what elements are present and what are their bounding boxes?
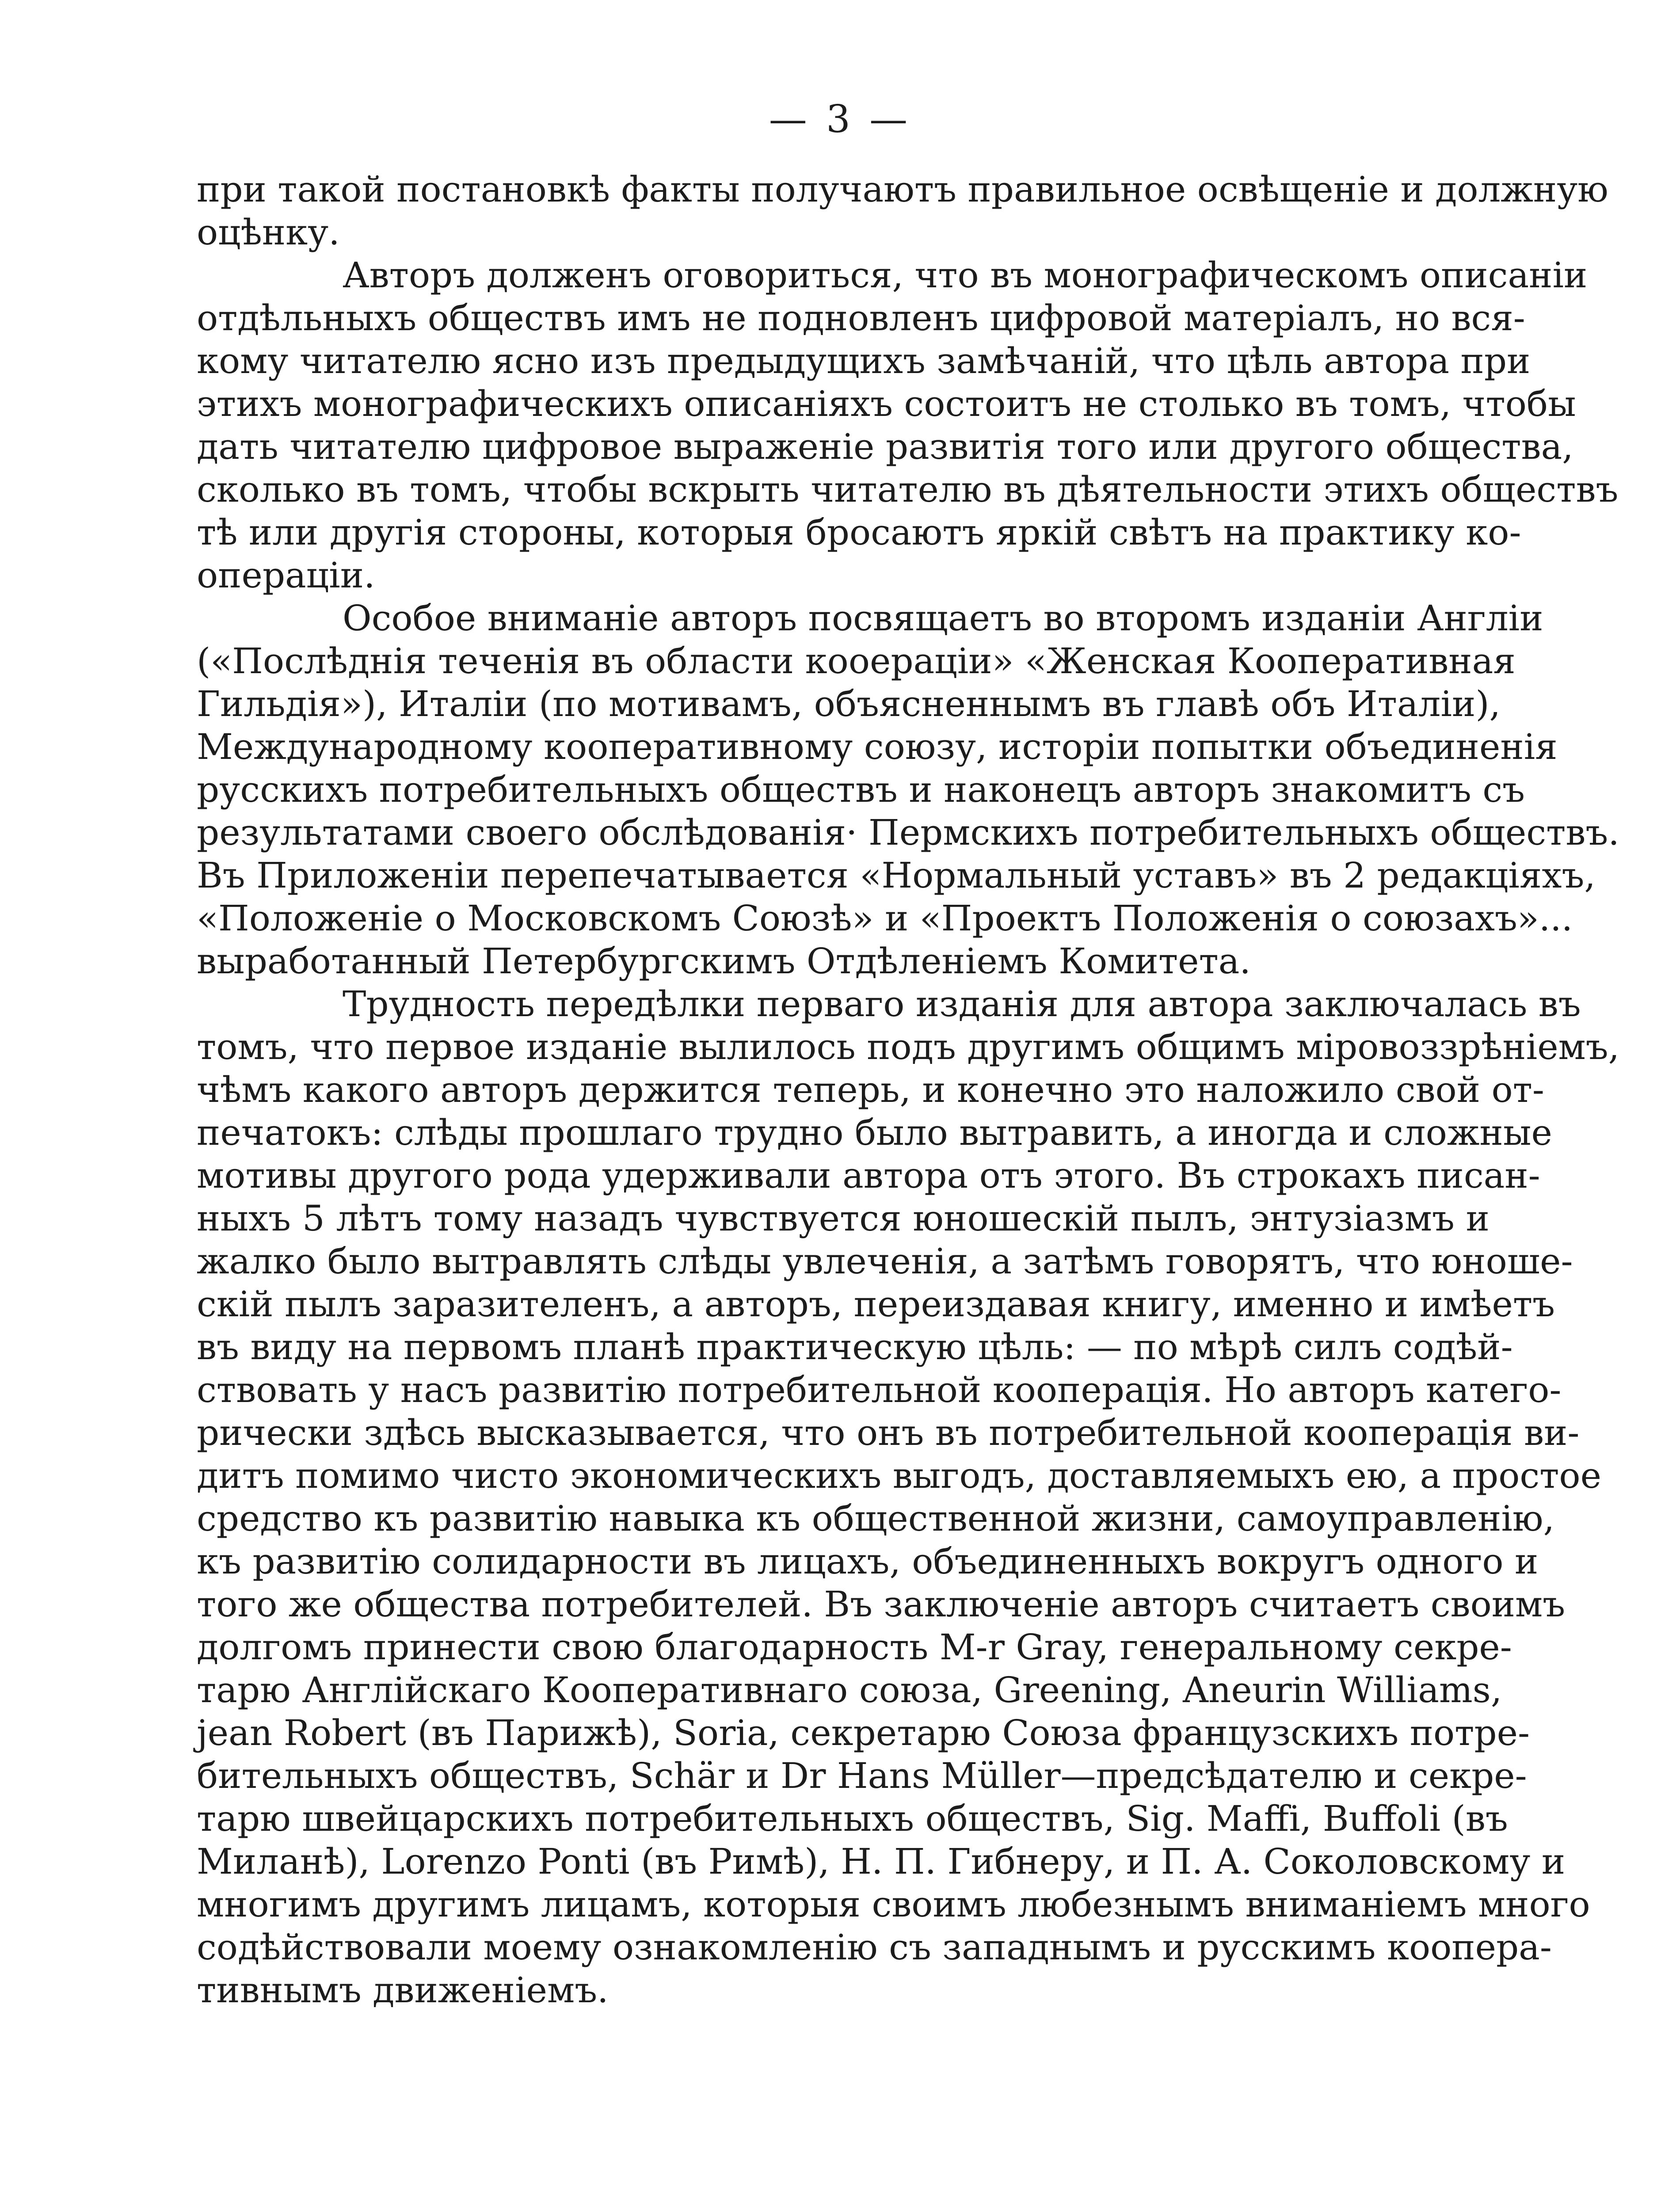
paragraph [197, 254, 1619, 597]
text-line: русскихъ потребительныхъ обществъ и наконецъ авторъ знакомитъ съ [197, 769, 1525, 810]
text-line: при такой постановкѣ факты получаютъ правильное освѣщеніе и должную [197, 169, 1608, 210]
text-line: томъ, что первое изданіе вылилось подъ другимъ общимъ міровоззрѣніемъ, [197, 1026, 1620, 1067]
text-line: скій пылъ заразителенъ, а авторъ, переиздавая книгу, именно и имѣетъ [197, 1284, 1555, 1325]
text-line: Въ Приложеніи перепечатывается «Нормальный уставъ» въ 2 редакціяхъ, [197, 855, 1596, 896]
text-line: Трудность передѣлки перваго изданія для автора заключалась въ [343, 983, 1581, 1025]
text-line: тивнымъ движеніемъ. [197, 1970, 609, 2011]
text-line: Авторъ долженъ оговориться, что въ монографическомъ описаніи [343, 255, 1588, 296]
text-line: сколько въ томъ, чтобы вскрыть читателю въ дѣятельности этихъ обществъ [197, 469, 1619, 510]
text-line: jean Robert (въ Парижѣ), Soria, секретарю Союза французскихъ потре- [197, 1712, 1530, 1753]
paragraph [197, 168, 1608, 254]
text-line: ствовать у насъ развитію потребительной кооперація. Но авторъ катего- [197, 1369, 1562, 1410]
text-line: тарю швейцарскихъ потребительныхъ обществъ, Sig. Maffi, Buffoli (въ [197, 1798, 1508, 1839]
text-line: рически здѣсь высказывается, что онъ въ потребительной кооперація ви- [197, 1412, 1580, 1453]
text-line: тѣ или другія стороны, которыя бросаютъ яркій свѣтъ на практику ко- [197, 512, 1521, 553]
text-line: дитъ помимо чисто экономическихъ выгодъ, доставляемыхъ ею, а простое [197, 1455, 1601, 1496]
body-text [197, 168, 1620, 2012]
paragraph [197, 597, 1619, 983]
text-line: результатами своего обслѣдованія· Пермскихъ потребительныхъ обществъ. [197, 812, 1619, 853]
text-line: содѣйствовали моему ознакомленію съ западнымъ и русскимъ коопера- [197, 1927, 1552, 1968]
text-line: Миланѣ), Lorenzo Ponti (въ Римѣ), Н. П. Гибнеру, и П. А. Соколовскому и [197, 1841, 1566, 1882]
paragraph [197, 983, 1620, 2012]
text-line: долгомъ принести свою благодарность M-r Gray, генеральному секре- [197, 1627, 1512, 1668]
text-line: отдѣльныхъ обществъ имъ не подновленъ цифровой матеріалъ, но вся- [197, 297, 1525, 339]
page-number: — 3 — [769, 97, 911, 141]
text-line: мотивы другого рода удерживали автора отъ этого. Въ строкахъ писан- [197, 1155, 1540, 1196]
text-line: въ виду на первомъ планѣ практическую цѣль: — по мѣрѣ силъ содѣй- [197, 1326, 1513, 1368]
text-line: средство къ развитію навыка къ общественной жизни, самоуправленію, [197, 1498, 1555, 1539]
text-line: тарю Англійскаго Кооперативнаго союза, Greening, Aneurin Williams, [197, 1669, 1502, 1711]
text-line: Международному кооперативному союзу, исторіи попытки объединенія [197, 726, 1558, 767]
text-line: печатокъ: слѣды прошлаго трудно было вытравить, а иногда и сложные [197, 1112, 1552, 1153]
text-line: «Положеніе о Московскомъ Союзѣ» и «Проектъ Положенія о союзахъ»... [197, 898, 1573, 939]
text-line: бительныхъ обществъ, Schär и Dr Hans Müller—предсѣдателю и секре- [197, 1755, 1527, 1796]
text-line: жалко было вытравлять слѣды увлеченія, а затѣмъ говорятъ, что юноше- [197, 1241, 1573, 1282]
text-line: операціи. [197, 555, 375, 596]
text-line: кому читателю ясно изъ предыдущихъ замѣчаній, что цѣль автора при [197, 340, 1531, 381]
text-line: дать читателю цифровое выраженіе развитія того или другого общества, [197, 426, 1573, 467]
text-line: того же общества потребителей. Въ заключеніе авторъ считаетъ своимъ [197, 1584, 1566, 1625]
text-line: чѣмъ какого авторъ держится теперь, и конечно это наложило свой от- [197, 1069, 1544, 1110]
text-line: ныхъ 5 лѣтъ тому назадъ чувствуется юношескій пылъ, энтузіазмъ и [197, 1198, 1490, 1239]
text-line: къ развитію солидарности въ лицахъ, объединенныхъ вокругъ одного и [197, 1541, 1539, 1582]
text-line: выработанный Петербургскимъ Отдѣленіемъ Комитета. [197, 941, 1251, 982]
text-line: Особое вниманіе авторъ посвящаетъ во второмъ изданіи Англіи [343, 598, 1543, 639]
text-line: («Послѣднія теченія въ области кооераціи» «Женская Кооперативная [197, 640, 1516, 682]
text-line: этихъ монографическихъ описаніяхъ состоитъ не столько въ томъ, чтобы [197, 383, 1576, 424]
text-line: оцѣнку. [197, 212, 340, 253]
text-line: многимъ другимъ лицамъ, которыя своимъ любезнымъ вниманіемъ много [197, 1884, 1590, 1925]
text-line: Гильдія»), Италіи (по мотивамъ, объясненнымъ въ главѣ объ Италіи), [197, 683, 1501, 724]
